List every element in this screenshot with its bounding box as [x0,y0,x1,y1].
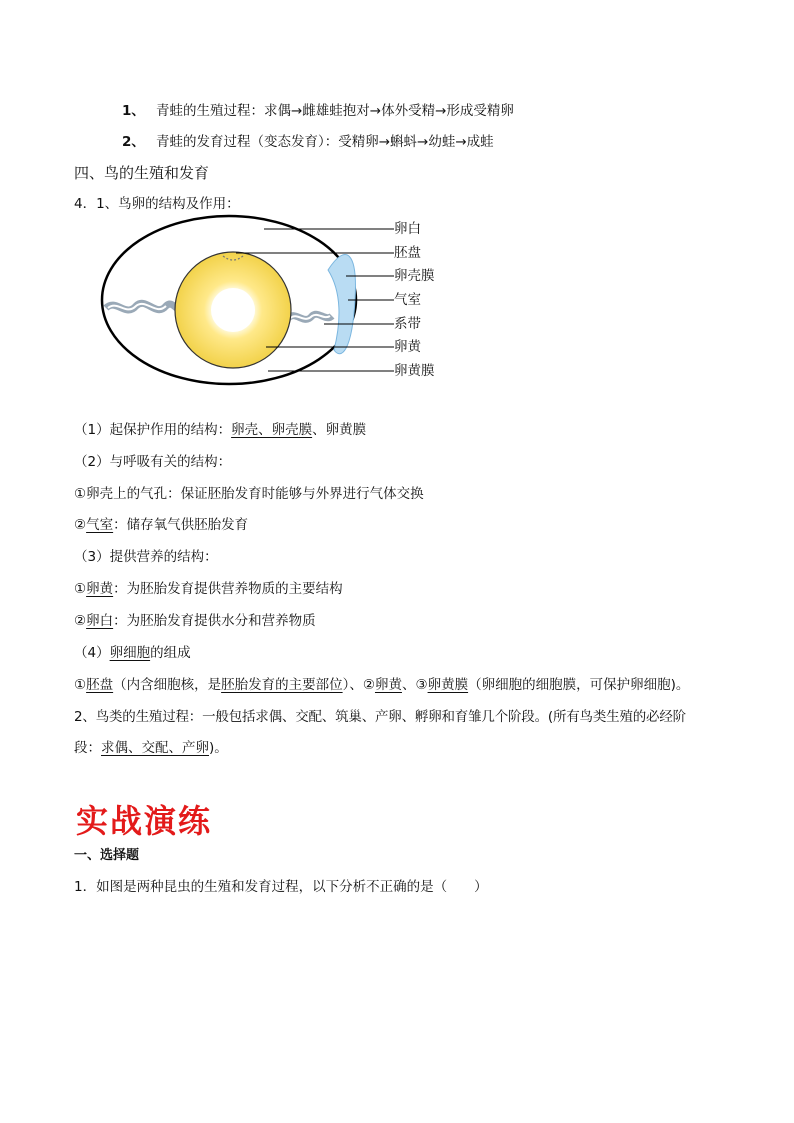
underlined-term: 气室 [86,517,114,533]
process-rest: )。 [209,740,228,756]
cell-composition-line [74,675,689,695]
nutri-item-1 [74,579,343,599]
protect-underlined: 卵壳、卵壳膜 [231,422,313,438]
item-number: 1、 [122,103,145,119]
label-yolk: 卵黄 [394,339,421,355]
underlined-term: 卵白 [86,613,114,629]
cell-title [74,643,191,663]
protect-rest: 、卵黄膜 [312,422,367,438]
item-rest: ：储存氧气供胚胎发育 [113,517,249,533]
item-text: 青蛙的发育过程（变态发育）：受精卵→蝌蚪→幼蛙→成蛙 [156,134,494,150]
item-number: 2、 [122,134,145,150]
underlined-term: 胚盘 [86,677,114,693]
nutri-item-2 [74,611,316,631]
frog-item-2 [122,132,494,152]
label-shell-membrane: 卵壳膜 [394,268,435,284]
label-germinal-disc: 胚盘 [394,245,421,261]
item-text: 青蛙的生殖过程：求偶→雌雄蛙抱对→体外受精→形成受精卵 [156,103,514,119]
breath-item-1: ①卵壳上的气孔：保证胚胎发育时能够与外界进行气体交换 [74,486,424,502]
question-1: 1．如图是两种昆虫的生殖和发育过程，以下分析不正确的是（ ） [74,879,488,895]
yolk-center [211,288,255,332]
label-air-sac: 气室 [394,292,421,308]
breath-title: （2）与呼吸有关的结构： [74,454,232,470]
practice-title: 实战演练 [76,802,213,840]
underlined-term: 卵黄 [86,581,114,597]
label-chalaza: 系带 [394,316,421,332]
item-rest: ：为胚胎发育提供水分和营养物质 [113,613,316,629]
item-mark: ① [74,581,87,597]
protect-line [74,420,366,440]
underlined-term: 卵黄膜 [427,677,469,693]
underlined-term: 卵细胞 [109,645,151,661]
protect-prefix: （1）起保护作用的结构： [74,422,232,438]
item-rest: ：为胚胎发育提供营养物质的主要结构 [113,581,343,597]
item-mark: ② [74,613,87,629]
process-prefix: 段： [74,740,101,756]
underlined-term: 胚胎发育的主要部位 [221,677,343,693]
label-yolk-membrane: 卵黄膜 [394,363,435,379]
text-part: 、③ [401,677,428,693]
egg-structure-heading: 4．1、鸟卵的结构及作用： [74,196,240,212]
process-line-2 [74,738,228,758]
label-albumen: 卵白 [394,221,421,237]
text-part: （卵细胞的细胞膜，可保护卵细胞)。 [468,677,690,693]
section-heading: 四、鸟的生殖和发育 [74,164,210,182]
text-part: （内含细胞核，是 [113,677,222,693]
process-line-1: 2、鸟类的生殖过程：一般包括求偶、交配、筑巢、产卵、孵卵和育雏几个阶段。(所有鸟类生殖的必经阶 [74,709,686,725]
underlined-term: 求偶、交配、产卵 [101,740,209,756]
choice-section-heading: 一、选择题 [74,848,140,863]
item-mark: ② [74,517,87,533]
item-mark: ① [74,677,87,693]
nutri-title: （3）提供营养的结构： [74,549,218,565]
cell-rest: 的组成 [150,645,191,661]
cell-prefix: （4） [74,645,110,661]
text-part: ）、② [342,677,375,693]
frog-item-1 [122,101,514,121]
underlined-term: 卵黄 [374,677,402,693]
breath-item-2 [74,515,248,535]
